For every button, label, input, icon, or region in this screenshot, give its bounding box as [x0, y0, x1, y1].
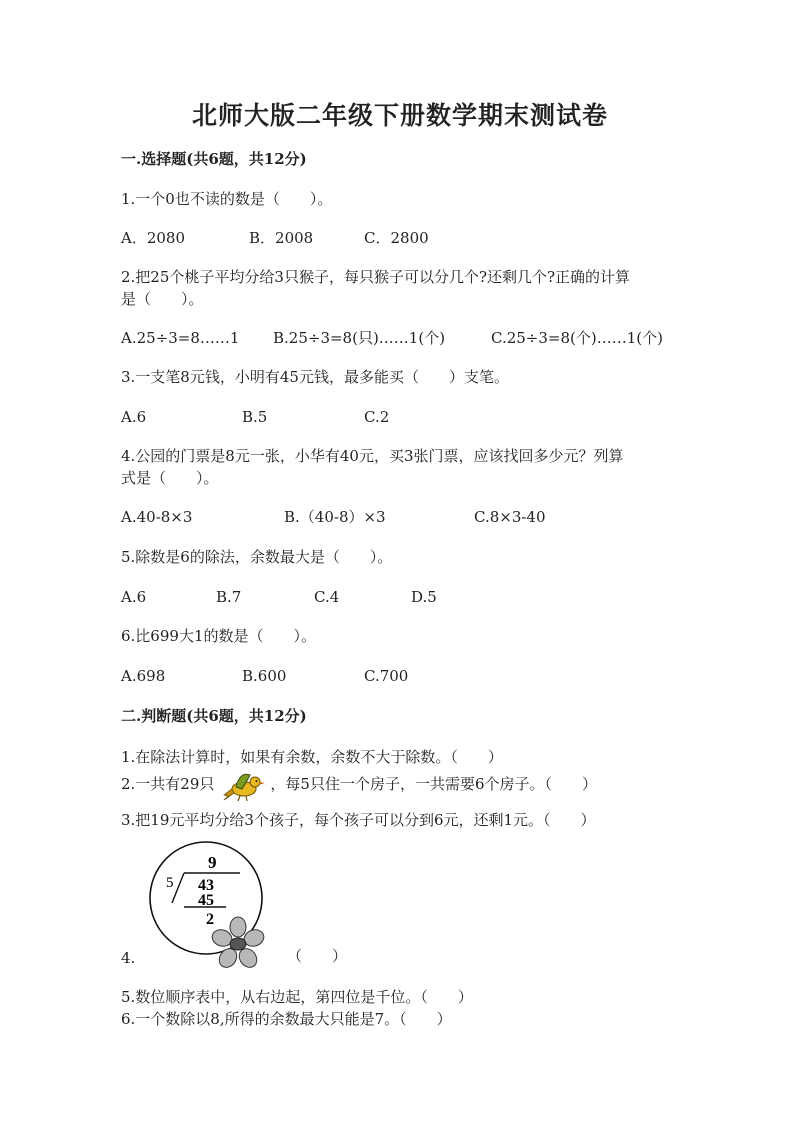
divisor-text: 5 — [166, 875, 174, 891]
option-a: A.6 — [121, 408, 147, 426]
question-text: 5.数位顺序表中，从右边起，第四位是千位。（ ） — [121, 988, 473, 1006]
option-a: A.698 — [121, 667, 166, 685]
question-text: 6.一个数除以8,所得的余数最大只能是7。（ ） — [121, 1010, 452, 1028]
option-c: C.4 — [314, 588, 340, 606]
quotient-text: 9 — [208, 853, 217, 872]
option-a: A.40-8×3 — [121, 508, 193, 526]
question-text: 3.一支笔8元钱，小明有45元钱，最多能买（ ）支笔。 — [121, 368, 509, 386]
option-b: B．2008 — [249, 229, 314, 247]
division-figure — [148, 841, 278, 976]
remainder-text: 2 — [206, 911, 214, 928]
bird-icon — [214, 769, 270, 801]
question-text: 2.把25个桃子平均分给3只猴子，每只猴子可以分几个?还剩几个?正确的计算 — [121, 268, 631, 286]
option-c: C.700 — [364, 667, 409, 685]
question-text: 5.除数是6的除法，余数最大是（ ）。 — [121, 548, 393, 566]
option-c: C．2800 — [364, 229, 429, 247]
question-text: 4.公园的门票是8元一张，小华有40元，买3张门票，应该找回多少元？列算 — [121, 447, 624, 465]
option-b: B.（40-8）×3 — [284, 508, 386, 526]
answer-paren: （ ） — [287, 947, 348, 965]
section-heading-judge: 二.判断题(共6题，共12分) — [121, 707, 307, 725]
option-b: B.600 — [242, 667, 287, 685]
page-title: 北师大版二年级下册数学期末测试卷 — [191, 101, 608, 130]
dividend-text: 43 — [198, 877, 214, 894]
option-a: A.6 — [121, 588, 147, 606]
question-text-cont: 式是（ ）。 — [121, 469, 219, 487]
option-c: C.2 — [364, 408, 390, 426]
option-c: C.25÷3=8(个)……1(个) — [491, 329, 663, 347]
question-text-cont: 是（ ）。 — [121, 290, 204, 308]
question-text: 3.把19元平均分给3个孩子，每个孩子可以分到6元，还剩1元。（ ） — [121, 811, 596, 829]
option-d: D.5 — [411, 588, 437, 606]
product-text: 45 — [198, 892, 214, 909]
option-a: A.25÷3=8……1 — [121, 329, 240, 347]
question-text-part: ，每5只住一个房子，一共需要6个房子。（ ） — [270, 775, 597, 793]
section-heading-choice: 一.选择题(共6题，共12分) — [121, 150, 307, 168]
question-number: 4. — [121, 949, 136, 967]
option-b: B.25÷3=8(只)……1(个) — [273, 329, 446, 347]
option-a: A．2080 — [121, 229, 186, 247]
question-text — [121, 769, 597, 801]
option-b: B.5 — [242, 408, 268, 426]
option-c: C.8×3-40 — [474, 508, 546, 526]
question-text: 1.一个0也不读的数是（ ）。 — [121, 190, 333, 208]
question-text: 6.比699大1的数是（ ）。 — [121, 627, 316, 645]
question-text-part: 2.一共有29只 — [121, 775, 215, 793]
option-b: B.7 — [216, 588, 242, 606]
flower-icon — [210, 917, 266, 971]
question-text: 1.在除法计算时，如果有余数，余数不大于除数。（ ） — [121, 748, 503, 766]
